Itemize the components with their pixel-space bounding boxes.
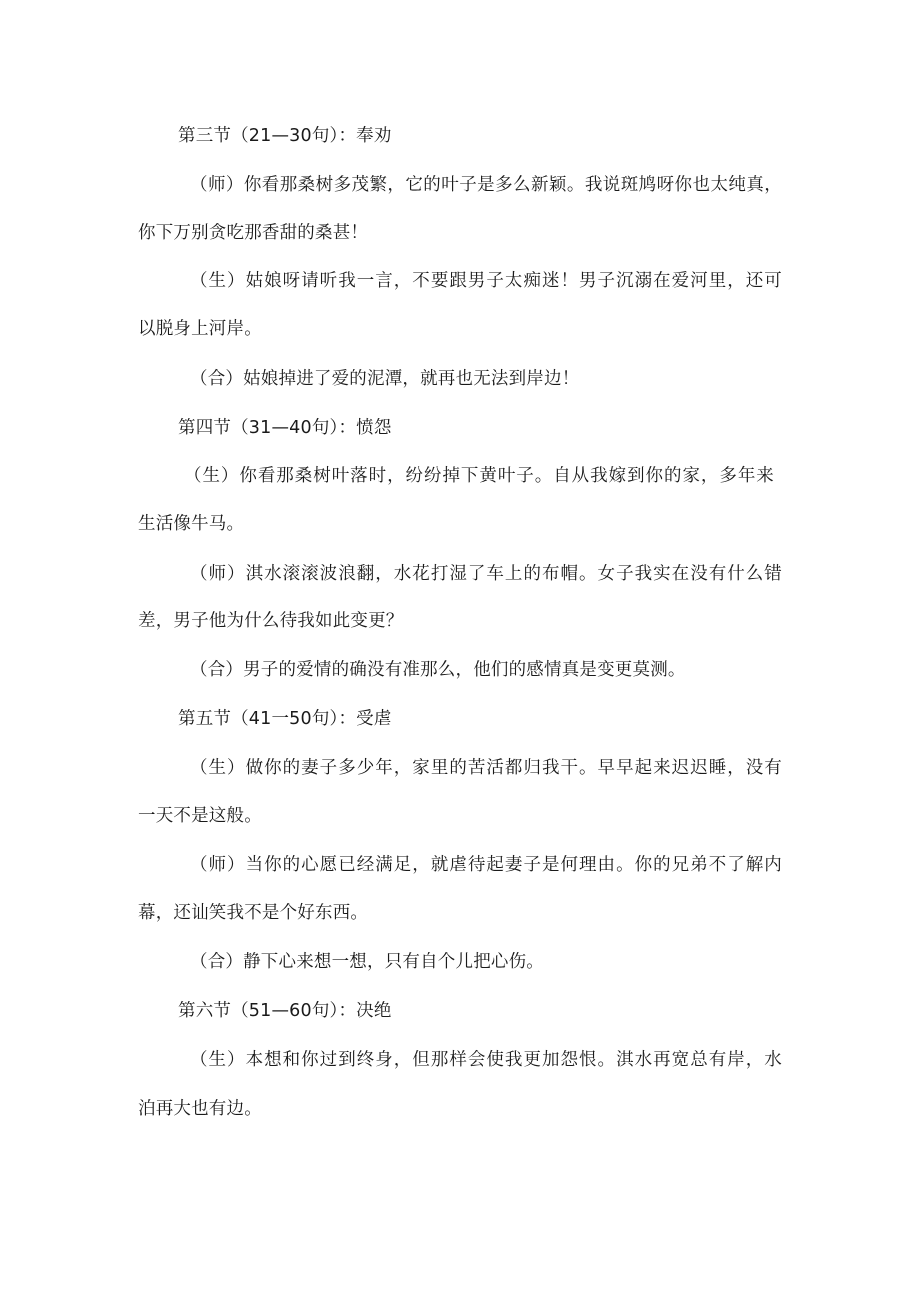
paragraph-line: 差，男子他为什么待我如此变更？ [138,611,404,631]
paragraph-line: （师）淇水滚滚波浪翻，水花打湿了车上的布帽。女子我实在没有什么错 [190,564,782,584]
section-heading-6: 第六节（51—60句）：决绝 [178,1001,392,1021]
section-heading-3: 第三节（21—30句）：奉劝 [178,126,392,146]
paragraph-line: （生）姑娘呀请听我一言，不要跟男子太痴迷！男子沉溺在爱河里，还可 [190,271,782,291]
paragraph-line: 你下万别贪吃那香甜的桑甚！ [138,223,369,243]
paragraph-line: 幕，还讪笑我不是个好东西。 [138,903,369,923]
paragraph-line: （师）你看那桑树多茂繁，它的叶子是多么新颖。我说斑鸠呀你也太纯真， [190,175,782,195]
paragraph-line: （师）当你的心愿已经满足，就虐待起妻子是何理由。你的兄弟不了解内 [190,855,782,875]
paragraph-line: 生活像牛马。 [138,514,245,534]
section-heading-5: 第五节（41一50句）：受虐 [178,709,392,729]
paragraph-line: 泊再大也有边。 [138,1099,262,1119]
paragraph-line: （合）姑娘掉进了爱的泥潭，就再也无法到岸边！ [190,369,580,389]
section-heading-4: 第四节（31—40句）：愤怨 [178,418,392,438]
paragraph-line: 一天不是这般。 [138,806,262,826]
paragraph-line: 以脱身上河岸。 [138,319,262,339]
paragraph-line: （生）你看那桑树叶落时，纷纷掉下黄叶子。自从我嫁到你的家，多年来 [184,466,774,486]
paragraph-line: （合）男子的爱情的确没有准那么，他们的感情真是变更莫测。 [190,660,686,680]
paragraph-line: （合）静下心来想一想，只有自个儿把心伤。 [190,952,544,972]
paragraph-line: （生）本想和你过到终身，但那样会使我更加怨恨。淇水再宽总有岸，水 [190,1050,782,1070]
paragraph-line: （生）做你的妻子多少年，家里的苦活都归我干。早早起来迟迟睡，没有 [190,758,782,778]
